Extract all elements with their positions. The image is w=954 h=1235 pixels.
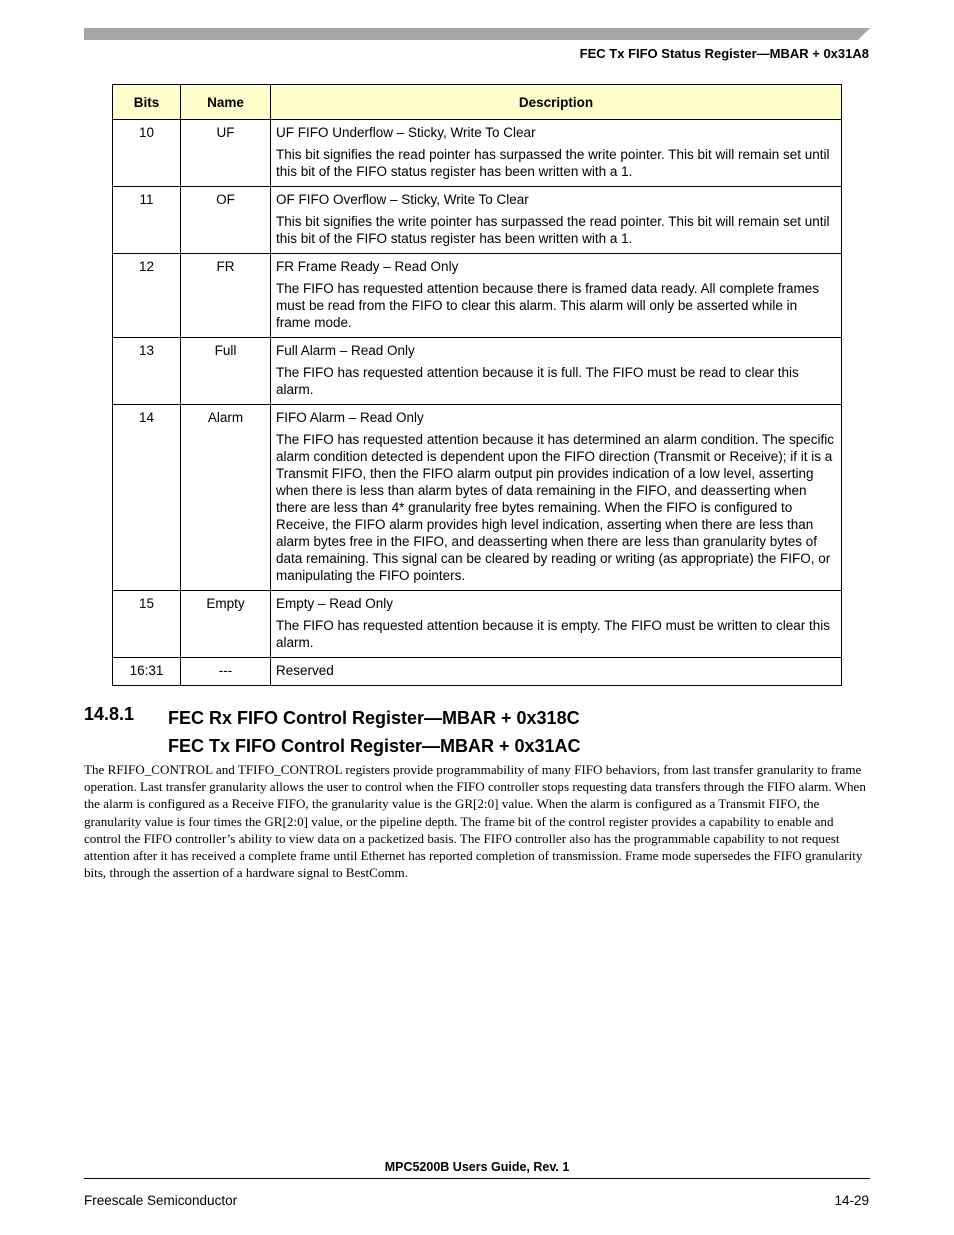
cell-name: Alarm xyxy=(181,405,271,591)
description-title: OF FIFO Overflow – Sticky, Write To Clear xyxy=(276,192,529,207)
description-title: Reserved xyxy=(276,663,334,678)
table-body xyxy=(113,120,842,686)
cell-name: --- xyxy=(181,658,271,686)
cell-name: Empty xyxy=(181,591,271,658)
column-header-description: Description xyxy=(271,85,842,120)
table-row xyxy=(113,591,842,658)
cell-name: Full xyxy=(181,338,271,405)
description-title: FIFO Alarm – Read Only xyxy=(276,410,424,425)
section-title xyxy=(168,704,581,760)
cell-bits: 16:31 xyxy=(113,658,181,686)
column-header-name: Name xyxy=(181,85,271,120)
footer-page-number: 14-29 xyxy=(834,1193,869,1208)
table-header-row xyxy=(113,85,842,120)
description-body: The FIFO has requested attention because there is framed data ready. All complete frames must be read from the FIFO to clear this alarm. This alarm will only be asserted while in frame mode. xyxy=(276,281,820,330)
cell-description xyxy=(271,254,842,338)
running-header-title: FEC Tx FIFO Status Register—MBAR + 0x31A8 xyxy=(579,46,869,61)
description-body: The FIFO has requested attention because it has determined an alarm condition. The specific alarm condition detected is dependent upon the FIFO direction (Transmit or Receive); if it is a Transmit FIFO, then the FIFO alarm output pin provides indication of a low level, asserting when there is less than alarm bytes of data remaining in the FIFO, and deasserting when there are less than 4* granularity free bytes remaining. When the FIFO is configured to Receive, the FIFO alarm provides high level indication, asserting when there are less than alarm bytes free in the FIFO, and deasserting when there are less than granularity bytes of data remaining. This signal can be cleared by reading or writing (as appropriate) the FIFO, or manipulating the FIFO pointers. xyxy=(276,432,835,583)
description-body: The FIFO has requested attention because it is full. The FIFO must be read to clear this alarm. xyxy=(276,365,799,397)
cell-name: OF xyxy=(181,187,271,254)
description-title: UF FIFO Underflow – Sticky, Write To Clear xyxy=(276,125,536,140)
table-row xyxy=(113,254,842,338)
section-title-line-2: FEC Tx FIFO Control Register—MBAR + 0x31AC xyxy=(168,736,581,756)
table-row xyxy=(113,338,842,405)
cell-description xyxy=(271,187,842,254)
cell-description xyxy=(271,591,842,658)
header-bar xyxy=(84,28,870,40)
footer-company: Freescale Semiconductor xyxy=(84,1193,238,1208)
description-title: Full Alarm – Read Only xyxy=(276,343,415,358)
cell-description xyxy=(271,338,842,405)
cell-bits: 11 xyxy=(113,187,181,254)
section-number: 14.8.1 xyxy=(84,704,135,724)
cell-bits: 10 xyxy=(113,120,181,187)
description-title: Empty – Read Only xyxy=(276,596,394,611)
description-title: FR Frame Ready – Read Only xyxy=(276,259,459,274)
table-row xyxy=(113,658,842,686)
footer-divider xyxy=(84,1178,870,1179)
cell-bits: 14 xyxy=(113,405,181,591)
description-body: The FIFO has requested attention because it is empty. The FIFO must be written to clear this alarm. xyxy=(276,618,830,650)
table-row xyxy=(113,120,842,187)
table-row xyxy=(113,405,842,591)
cell-name: FR xyxy=(181,254,271,338)
cell-name: UF xyxy=(181,120,271,187)
cell-description xyxy=(271,405,842,591)
cell-bits: 12 xyxy=(113,254,181,338)
section-paragraph: The RFIFO_CONTROL and TFIFO_CONTROL registers provide programmability of many FIFO behaviors, from last transfer granularity to frame operation. Last transfer granularity allows the user to control when the FIFO controller stops requesting data transfers through the FIFO alarm. When the alarm is configured as a Receive FIFO, the granularity value is the GR[2:0] value. When the alarm is configured as a Transmit FIFO, the granularity value is four times the GR[2:0] value, or the pipeline depth. The frame bit of the control register provides a capability to enable and control the FIFO controller’s ability to view data on a packetized basis. The FIFO controller also has the programmable capability to not request attention after it has received a complete frame until Ethernet has reported completion of transmission. Frame mode supersedes the FIFO granularity bits, through the assertion of a hardware signal to BestComm. xyxy=(84,762,866,881)
cell-bits: 13 xyxy=(113,338,181,405)
cell-description xyxy=(271,120,842,187)
section-title-line-1: FEC Rx FIFO Control Register—MBAR + 0x318C xyxy=(168,708,580,728)
cell-bits: 15 xyxy=(113,591,181,658)
column-header-bits: Bits xyxy=(113,85,181,120)
cell-description xyxy=(271,658,842,686)
register-bit-table xyxy=(112,84,842,686)
description-body: This bit signifies the write pointer has surpassed the read pointer. This bit will remain set until this bit of the FIFO status register has been written with a 1. xyxy=(276,214,830,246)
table-row xyxy=(113,187,842,254)
footer-guide-title: MPC5200B Users Guide, Rev. 1 xyxy=(384,1160,570,1174)
description-body: This bit signifies the read pointer has surpassed the write pointer. This bit will remain set until this bit of the FIFO status register has been written with a 1. xyxy=(276,147,830,179)
